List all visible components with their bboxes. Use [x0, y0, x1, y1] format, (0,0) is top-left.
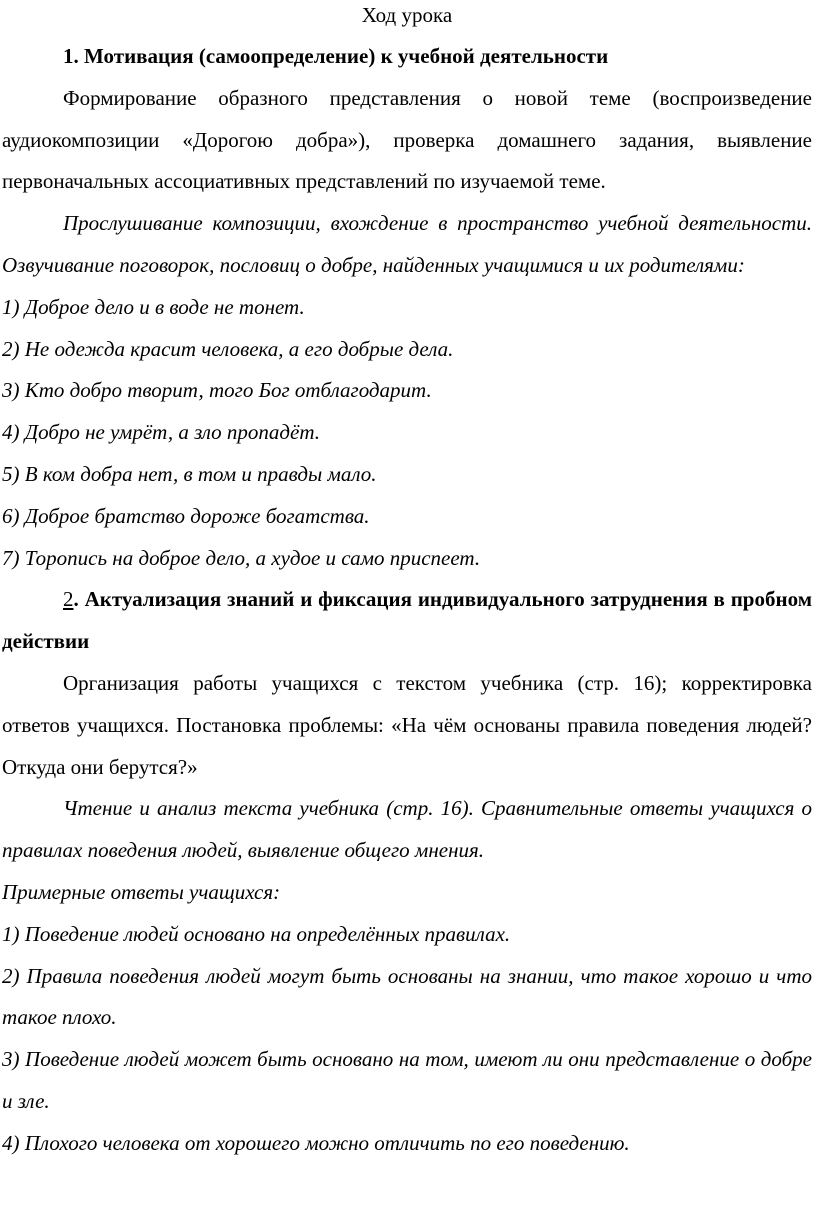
list-item: 4) Добро не умрёт, а зло пропадёт. [2, 420, 321, 445]
list-item: 6) Доброе братство дороже богатства. [2, 503, 370, 528]
section-1-activity: Прослушивание композиции, вхождение в пространство учебной деятельности. Озвучивание поговорок, пословиц о добре, найденных учащимися и их родителями: [2, 211, 812, 277]
answers-label: Примерные ответы учащихся: [2, 879, 281, 904]
section-2-heading [2, 579, 812, 663]
list-item: 3) Поведение людей может быть основано на том, имеют ли они представление о добре и зле. [2, 1047, 812, 1113]
section-2-activity: Чтение и анализ текста учебника (стр. 16). Сравнительные ответы учащихся о правилах поведения людей, выявление общего мнения. [2, 796, 812, 863]
section-2-paragraph: Организация работы учащихся с текстом учебника (стр. 16); корректировка ответов учащихся. Постановка проблемы: «На чём основаны правила поведения людей? Откуда они берутся?» [2, 670, 812, 779]
proverb-list [2, 287, 812, 580]
page-title: Ход урока [361, 3, 453, 27]
section-1-paragraph: Формирование образного представления о новой теме (воспроизведение аудиокомпозиции «Дорогою добра»), проверка домашнего задания, выявление первоначальных ассоциативных представлений по изучаемой теме. [2, 85, 812, 194]
list-item: 3) Кто добро творит, того Бог отблагодарит. [2, 378, 432, 403]
list-item: 1) Поведение людей основано на определённых правилах. [2, 921, 511, 946]
section-2-number: 2 [63, 587, 74, 612]
list-item: 2) Не одежда красит человека, а его добрые дела. [2, 336, 454, 361]
section-1-heading: 1. Мотивация (самоопределение) к учебной деятельности [63, 44, 609, 68]
list-item: 5) В ком добра нет, в том и правды мало. [2, 461, 377, 486]
section-2-heading-text: . Актуализация знаний и фиксация индивидуального затруднения в пробном действии [2, 587, 812, 654]
list-item: 1) Доброе дело и в воде не тонет. [2, 294, 305, 319]
list-item: 4) Плохого человека от хорошего можно отличить по его поведению. [2, 1130, 630, 1155]
list-item: 7) Торопись на доброе дело, а худое и само приспеет. [2, 545, 481, 570]
answer-list [2, 914, 812, 1165]
list-item: 2) Правила поведения людей могут быть основаны на знании, что такое хорошо и что такое плохо. [2, 963, 812, 1030]
